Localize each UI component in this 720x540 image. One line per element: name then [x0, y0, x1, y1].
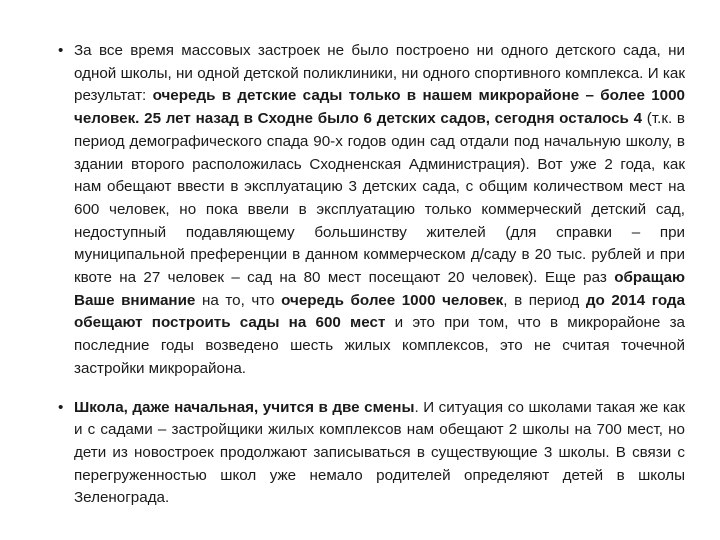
- emphasis-text: очередь в детские сады только в нашем микрорайоне – более 1000 человек. 25 лет назад в Сходне было 6 детских садов, сегодня осталось 4: [74, 87, 685, 128]
- bullet-marker: •: [58, 398, 64, 416]
- paragraph-text: . И ситуация со школами такая же как и с садами – застройщики жилых комплексов нам обещают 2 школы на 700 мест, но дети из новостроек продолжают записываться в существующие 3 школы. В связи с перегруженностью школ уже немало родителей определяют детей в школы Зеленограда.: [74, 398, 685, 507]
- bullet-marker: •: [58, 42, 64, 59]
- paragraph-text: За все время массовых застроек не было построено ни одного детского сада, ни одной школы, ни одной детской поликлиники, ни одного спортивного комплекса. И как результат:: [74, 42, 685, 105]
- emphasis-text: очередь более 1000 человек: [281, 291, 504, 309]
- emphasis-text: Школа, даже начальная, учится в две смены: [74, 398, 415, 416]
- slide-content: [58, 40, 685, 510]
- paragraph-text: , в период: [503, 291, 586, 309]
- paragraph-text: и это при том, что в микрорайоне за последние годы возведено шесть жилых комплексов, это не считая точечной застройки микрорайона.: [74, 314, 685, 377]
- bullet-paragraph-schools: [58, 397, 685, 511]
- paragraph-text: (т.к. в период демографического спада 90-х годов один сад отдали под начальную школу, в здании второго расположилась Сходненская Администрация). Вот уже 2 года, как нам обещают ввести в эксплуатацию 3 детских сада, с общим количеством мест на 600 человек, но пока ввели в эксплуатацию только коммерческий детский сад, недоступный подавляющему большинству жителей (для справки – при муниципальной преференции в данном коммерческом д/саду в 20 тыс. рублей и при квоте на 27 человек – сад на 80 мест посещают 20 человек). Еще раз: [74, 110, 685, 287]
- emphasis-text: обращаю Ваше внимание: [74, 269, 685, 309]
- emphasis-text: до 2014 года обещают построить сады на 600 мест: [74, 291, 686, 332]
- paragraph-text: на то, что: [195, 291, 282, 309]
- bullet-paragraph-kindergartens: [58, 40, 685, 381]
